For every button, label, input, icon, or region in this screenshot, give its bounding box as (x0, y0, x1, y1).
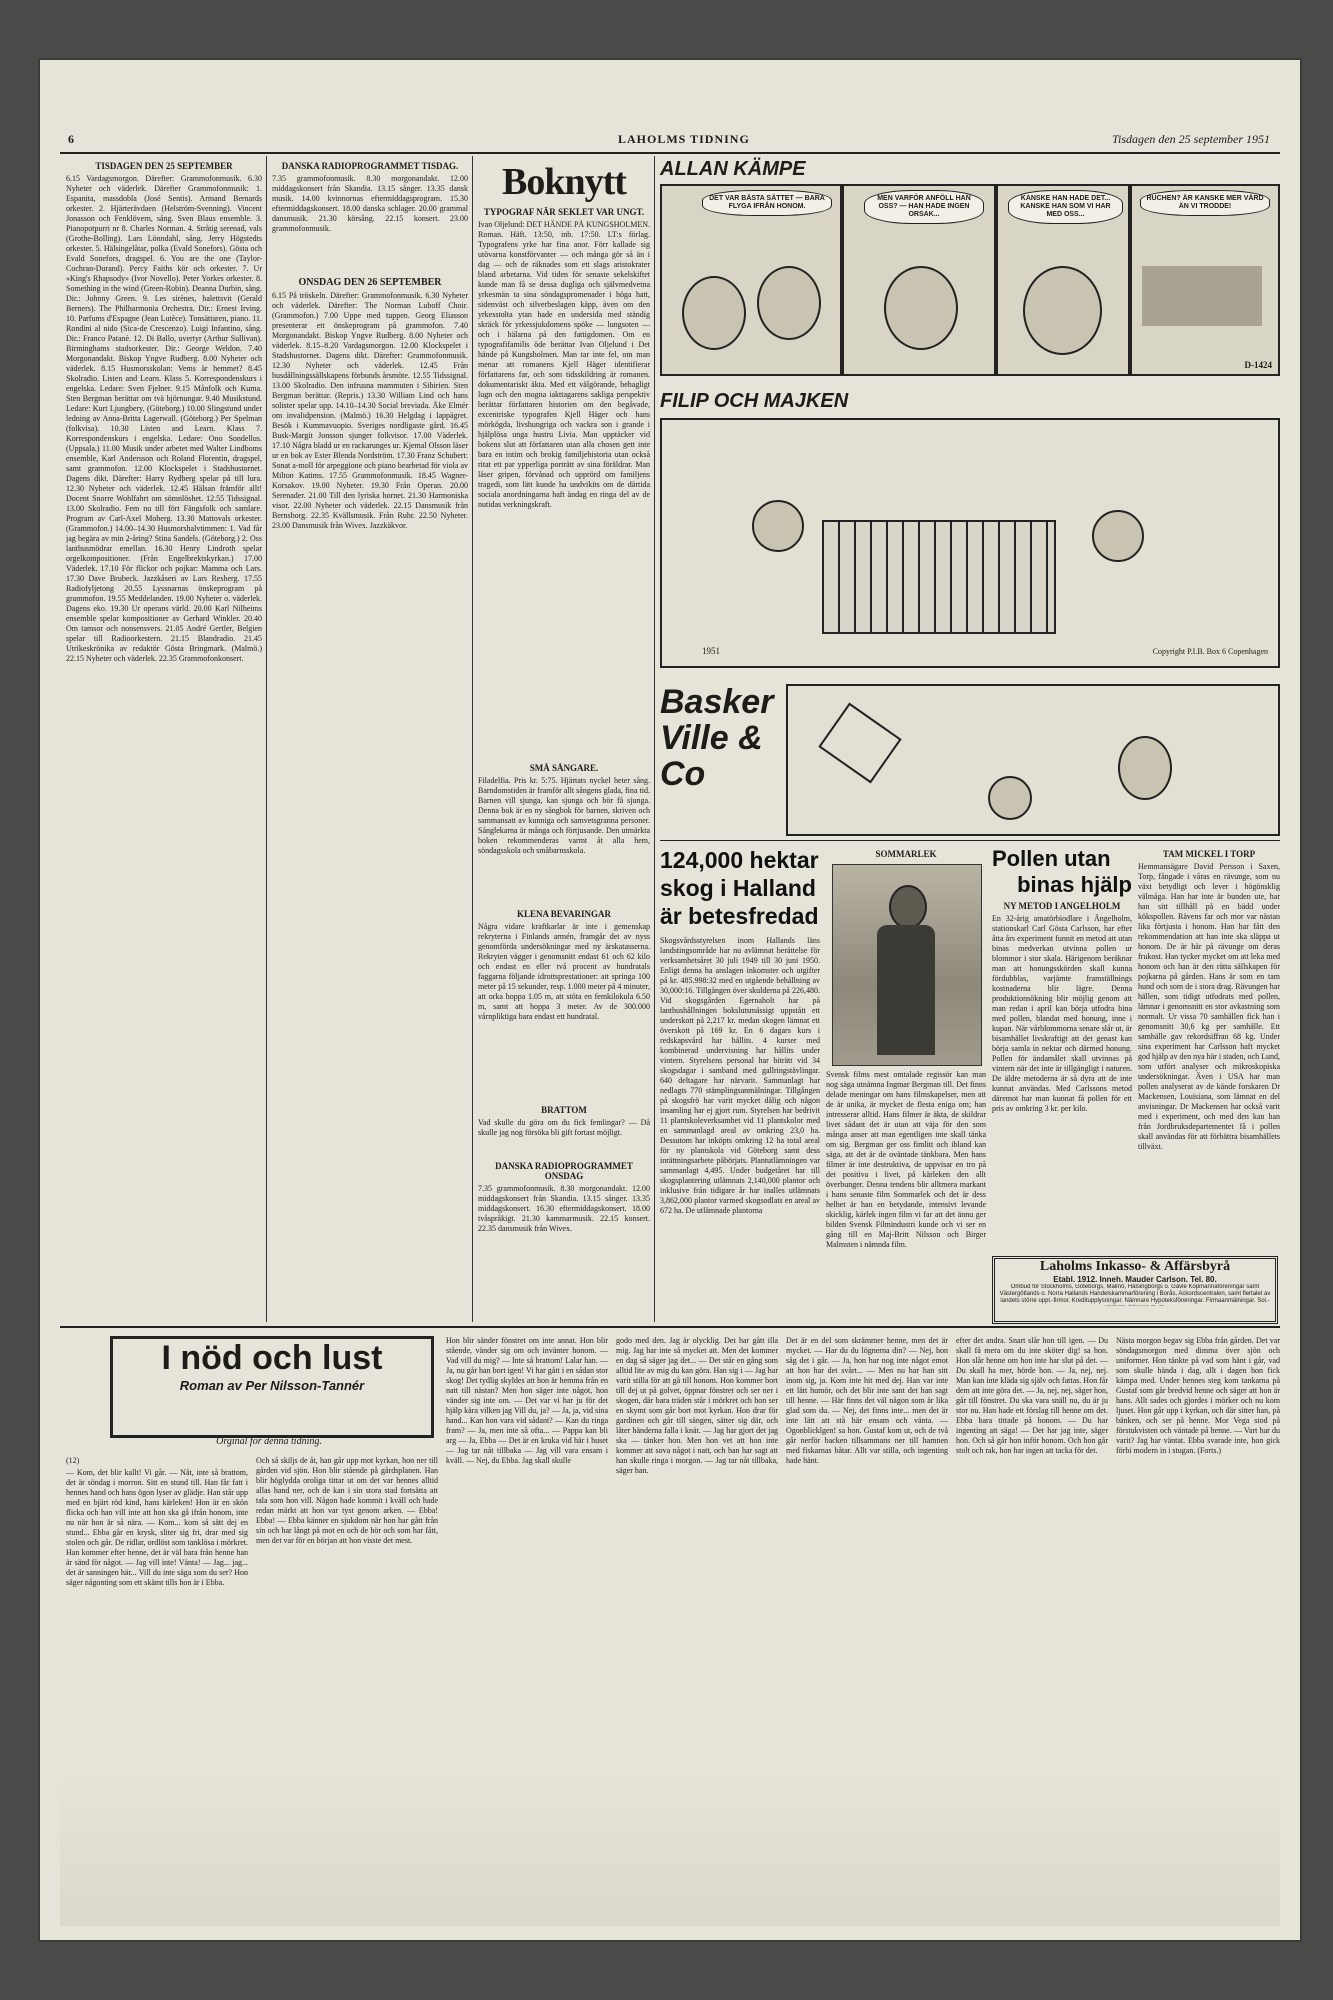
comic-panel (660, 184, 842, 376)
radio-tuesday-text: 6.15 Vardagsmorgon. Därefter: Grammofonmusik. 6.30 Nyheter och väderlek. Därefter Grammofonmusik: 1. Espanita, massdobla (José Sentis). Armand Bernards orkester. 2. Hjärterävdaen (Helström-Svenning). Vincent Jonasson och Fenklövern, sång. Sven Blaus ensemble. 3. Pianopotpurri nr 8. Charles Norman. 4. Stråtig serenad, vals (Grothe-Bolling). Lars Lönndahl, sång. Jerry Högstedts orkester. 5. Hälsingelåtar, polka (Evald Sonefors). Gösta och Evald Sonefors, dragspel. 6. You are the one (Taylor-Cochran-Durand). Percy Faiths kör och orkester. 7. Ur »King's Rhapsody» (Ivor Novello). Peter Yorkes orkester. 8. Something in the wind (Green-Robin). Deanna Durbin, sång. Dir.: Johnny Green. 9. Les sirènes, balettsvit (Gerald Berners). The Philharmonia Orchestra. Dir.: Ernest Irving. 10. Parfums d'Espagne (Jean Lutèce). Tonsättaren, piano. 11. Rondini al nido (Sica-de Crescenzo). Luigi Infantino, sång. Dir.: Franco Patanè. 12. Di Ballo, uvertyr (Arthur Sullivan). Birminghams stadsorkester. Dir.: George Weldon. 7.40 Morgonandakt. Biskop Yngve Rudberg. 8.00 Nyheter och väderlek. 8.15 Husmorsskolan: Vems är hemmet? 8.45 Skolradio. Listen and Learn. Klass 5. Korrespondenskurs i engelska. Ledare: Sven Fjelner. 9.15 Månfolk och Kuma. Sten Bergman berättar om tvä björnungar. 9.40 Musikstund. Ledare: Kurt Ljungbery. (Göteborg.) 10.00 Slingstund under ledning av Anna-Britta Lagerwall. (Göteborg.) Per Spelman (folkvisa). 10.30 Listen and Learn. Klass 7. Korrespondenskurs i engelska. Ledare: Ono Sondellus. (Uppsala.) 11.00 Musik under arbetet med Walter Lindboms ensemble, Karl Andersson och Roland Florentin, dragspel, samt grammofon. 12.00 Klockspelet i Stadshustornet. Dagens dikt. Därefter: Harry Rydberg spelar på till lura. 12.30 Nyheter och väderlek. 12.45 Hälsan främför allt! Docent Snorre Wohlfahrt om sömnlöshet. 12.55 Tidssignal. 13.00 Skolradio. Fem nu till fört Fängsfolk och samlare. Program av Carl-Axel Moberg. 13.30 Mattovals orkester. (Grammofon.) 14.00–14.30 Husmorshalvtimmen: 1. Vad får jag begära av min 2-åring? Stina Sandels. (Göteborg.) 2. Oss lanthusmödrar emellan. 16.30 Henry Lindroth spelar orgelkompositioner. (Från Engelbrektskyrkan.) 17.00 Väderlek. 17.10 För flickor och pojkar: Mamma och Lars. 17.30 Dave Brubeck. Jazzkåseri av Lars Resberg. 17.55 Radiofyljetong 20.55 Lyssnarnas önskeprogram på grammofon. 19.55 Meddelanden. 19.00 Nyheter o. väderlek. Dagens eko. 19.30 Ur operans värld. 20.00 Karl Nilheims ensemble spelar kompositioner av Gerhard Winkler. 20.40 Om tamsor och nonsensvers. 21.05 André Gertler, Belgien spelar till Radioorkestern. 21.15 Blandradio. 21.45 Utrikeskrönika av redaktör Gösta Bringmark. (Malmö.) 22.15 Nyheter och väderlek. 22.35 Grammofonkonsert. (66, 174, 262, 663)
ad-details-line: Etabl. 1912. Inneh. Mauder Carlson. Tel. 80. (1053, 1275, 1217, 1284)
speech-bubble: RUCHEN? ÄR KANSKE MER VÄRD ÄN VI TRODDE! (1140, 190, 1270, 216)
section-rule (660, 840, 1280, 841)
actress-figure (877, 925, 935, 1055)
wooden-fence (822, 520, 1056, 634)
comic-filip-och-majken (660, 390, 1280, 672)
danish-radio-wed-head: DANSKA RADIOPROGRAMMET ONSDAG (495, 1161, 633, 1181)
serial-installment-number: (12) (66, 1456, 80, 1465)
section-rule (60, 1326, 1280, 1328)
pollen-title-1: Pollen utan (992, 846, 1111, 871)
serial-column-1: — Kom, det blir kallt! Vi går. — Nåt, inte så brattom, det är söndag i morron. Sitt en stund till. Han får fatt i hennes hand och hans ögon lyser av glädje. Han står upp med en bjärt röd kind, hans kärleken! Hon är en skön flicka och han vill inte att hon ska gå ifrån honom, inte nu när hon är så nära. — Kom... kom så sätt dej en stund... Ebba går en krysk, sliter sig fri, drar med sig stolen och går. De ridlar, ordlöst som tanklösa i mörkret. Han kommer efter henne, det är väl bara från henne han är sänd för något. — Jag vill inte! Vänta! — Jag... jag... det är sanningen här... Vill du inte säga som du ser? Hon säger någonting som ett skämt tills hon är i Ebba. (66, 1468, 248, 1587)
page-number: 6 (68, 132, 74, 146)
character-face (1092, 510, 1144, 562)
character-face (682, 276, 746, 350)
hektar-title-3: är betesfredad (660, 903, 819, 929)
serial-author: Roman av Per Nilsson-Tannér (179, 1378, 365, 1393)
danish-radio-wed-text: 7.35 grammofonmusik. 8.30 morgonandakt. 12.00 middagskonsert från Skandia. 13.15 sånger. 13.35 middagskonsert. 16.30 eftermiddagskonsert. 18.00 tvåspråkigt. 21.30 kammarmusik. 22.15 konsert. 22.35 dansmusik från Wivex. (478, 1184, 650, 1233)
character-face (884, 266, 958, 350)
sommarlek-text: Svensk films mest omtalade regissör kan man nog säga utnämna Ingmar Bergman till. Det finns delade meningar om hans filmskapelser, men att de är unika, är mycket de flesta eniga om; han intresserar alltid. Hans filmer är äkta, de skildrar livet sådant det är utan att väja för den som många anser att man egentligen inte skall tänka om sig. Bergman ger oss fimlitt och ibland kan säga, att det är de oväntade tänkbara. Men hans filmer är inte destruktiva, de uppvisar en tro på det positiva i livet, på kärleken den allt överbunger. Denna tendens blir alltmera markant i hans senaste film Sommarlek och det är dess helhet är han en betydande, intensivt levande skicklig, kärlek ingen film vi far att det ännu ger bilden Svensk Filmindustri kunde och vi ser en gång till en Maj-Britt Nilsson och Birger Malmsten i nämnda film. (826, 1070, 986, 1249)
boknytt-title: Boknytt (502, 161, 626, 203)
comic-panel (786, 684, 1280, 836)
danish-radio-text: 7.35 grammofonmusik. 8.30 morgonandakt. 12.00 middagskonsert från Skandia. 13.15 sånger. 13.35 dansk musik. 14.00 kvinnornas eftermiddagsprogram. 15.30 eftermiddagskonsert. 18.00 danska schlager. 20.00 grammal dansmusik. 21.30 körsång. 22.15 konsert. 23.00 grammofonmusik. (272, 174, 468, 233)
hektar-text: Skogsvårdsstyrelsen inom Hallands läns landstingsområde har nu avlämnat berättelse för verksamhetsåret 30 juli 1949 till 30 juni 1950. Enligt denna ha anslagen inkomster och utgifter på kr. 485.998:32 med en utgående behållning av 30,000:16. Tillgången över skulderna på 226,480. Vid skogsgården Egernaholt har på lanthushållningen bokslutsmässigt uppstått ett underskott på 2,217 kr. medan skogen lämnat ett överskott på 169 kr. En 6 dagars kurs i redskapsvård har hållits. 4 kurser med kombinerad undervisning har hållits under vintern. Styrelsens personal har biträtt vid 34 skogsdagar i samband med gallringstävlingar. 640 deltagare har närvarit. Sammanlagt har nedlagts 770 stämplingsanmälningar. Tillgången på skogsfrö har varit mycket dålig och någon insamling har ej gjort rum. Styrelsen har bedrivit 11 plantskoleverksamhet vid 11 plantskolor med en sammanlagd areal av omkring 23,0 ha. Dessutom har inköpts omkring 12 ha total areal för ny plantskola vid Göteborg samt dess inrättningsarbete påbörjats. Plantutlämningen var sammanlagt 4,495. Under budgetåret har till skogsplantering utlämnats 2,140,000 plantor och inklusive från tidigare år har inalles utlämnats 3,862,000 plantor varmed skogsodlats en areal av 672 ha. De utlämnade plantorna (660, 936, 820, 1215)
speech-bubble: DET VAR BÄSTA SÄTTET — BARA FLYGA IFRÅN HONOM. (702, 190, 832, 216)
serial-note: Orginal för denna tidning. (216, 1436, 322, 1447)
ad-body-text: Ombud för Stockholms, Göteborgs, Malmö, Hälsingborgs o. Gävle Köpmannaföreningar samt Västergötlands o. Norra Hallands Handelskammarförening i Borås, Ackordscentralen, samt flertalet av landets större uppl.-firmor. Kreditupplysningar. Nämnare Hypoteksföreningar. Firmaanmälningar. Sol.- (999, 1284, 1271, 1304)
comic-panel (660, 418, 1280, 668)
character-face (988, 776, 1032, 820)
comic-basker-ville (660, 684, 1280, 836)
kite (818, 703, 901, 784)
serial-column-7: Nästa morgon begav sig Ebba från gården. Det var söndagsmorgon med dimma över sjön och uniformer. Hon tänkte på vad som hänt i går, vad som skulle hända i dag, allt i dagen hon fick kämpa med. Under hennes steg kom tankarna på Gustaf som går bredvid henne och säger att hon är hans. Allt sades och gjordes i mörker och nu kom ljuset. Hon går upp i kyrkan, och där sitter han, på bänken, och ser på henne. Mor Vega stod på förstukvisten och väntade på henne. — Vart har du varit? Jag har väntat. Ebba svarade inte, hon gick förbi modern in i stugan. (Forts.) (1116, 1336, 1280, 1455)
newspaper-page (40, 60, 1300, 1940)
hektar-title-1: 124,000 hektar (660, 847, 819, 873)
pollen-subhead: NY METOD I ANGELHOLM (1003, 901, 1121, 911)
boknytt-subhead: TYPOGRAF NÄR SEKLET VAR UNGT. (483, 207, 645, 217)
speech-bubble: KANSKE HAN HADE DET... KANSKE HAN SOM VI HAR MED OSS... (1008, 190, 1123, 224)
advertisement-inkasso (992, 1256, 1278, 1324)
hektar-continued (820, 1300, 980, 1320)
issue-date: Tisdagen den 25 september 1951 (1112, 132, 1270, 146)
serial-column-3: Hon blir sänder fönstret om inte annat. Hon blir stående, vänder sig om och invänter honom. — Vad vill du mig? — Inte så brattom! Lalar han. — Ja, nu går han bort igen! Vi har gått i en sådan stor skog! Det tydlig skyldes att hon är hemma från en natt till nästan? Men hon säger inte något, hon vänder sig inte om. — Det var vi har ju för det hjälp kära vilken jag Vill du, ja? — Ja, ja, vid sina hand... Kan hon vara vid sådant? — Kan du ringa fram? — Ja, men inte så ofta... — Pappa kan bli arg — Ja, Ebba — Det är en kruka vid här i huset — Jag tar nåt tillbaka — Jag vill vara ensam i kväll. — Nej, du Ebba. Jag skall skulle (446, 1336, 608, 1465)
comic-copyright: Copyright P.I.B. Box 6 Copenhagen (1152, 647, 1268, 656)
comic-title-allan: ALLAN KÄMPE (660, 158, 806, 180)
speech-bubble: MEN VARFÖR ANFÖLL HAN OSS? — HAN HADE INGEN ORSAK... (864, 190, 984, 224)
comic-panel (842, 184, 996, 376)
article-tam-mickel (1138, 846, 1280, 1256)
article-pollen (992, 846, 1132, 1256)
danish-radio-head: DANSKA RADIOPROGRAMMET TISDAG. (281, 161, 459, 171)
column-divider (266, 156, 267, 1322)
column-divider (472, 156, 473, 1322)
serial-column-5: Det är en del som skrämmer henne, men det är mycket. — Har du du lögnerna din? — Nej, hon såg det i går. — Ja, hon har nog inte något emot att hon har det svårt... — Men nu har han sitt inom sig, ja. Kom inte hit med dej. Han var inte ett lätt humör, och det blir inte sant det han sagt till henne. — Här finns det väl någon som är lika glad som du. — Nej, det finns inte... men det är inte lätt att stå här ensam och vänta. — Ogonblicklgen! sa hon. Gustaf kom ut, och de två går nerför backen tillsammans ner till hamnen med fiskarnas båtar. Allt var stilla, och ingenting hade hänt. (786, 1336, 948, 1465)
klena-bevaringar-text: Några vidare kraftkarlar är inte i gemenskap rekryterna i Finlands armén, framgår det av nyss genomförda undersökningar med ny ärskatasserna. Rekryten vägger i genomsnitt endast 61 och 62 kilo och endast en eller två procent av hundratals faggarna följande idrottsprestationer: att springa 100 meter på 15 sekunder, resp. 1.000 meter på 4 minuter, att orka hoppa 1.05 m, att stöta en femkilokula 6.50 m, samt att hoppa 3 meter. Av de 300.000 vårnpliktiga bara endast ett hundratal. (478, 922, 650, 1021)
comic-year: 1951 (702, 646, 720, 656)
pollen-continued-text: hällen, som tidigt utfodrats med pollen, lämnar i genomsnitt en stor avkastning som normalt. Ur vissa 70 samhällen fick han i genomsnitt 30,6 kg per samhälle. Ett samhälle gav rekordsiffran 68 kg. Under sina experiment har Carlsson haft mycket god hjälp av den nya här i staden, och Lund, som utfört analyser och mikroskopiska undersökningar. Även i USA har man pollen analyserat av de kände forskaren Dr Mackensen, Louisiana, som lämnat en del anvisningar. Dr Mackensen har också varit med i experiment, och med den kan han från Jordbruksdepartementet få i pollen skall användas för att förbättra bisamhällets tillväxt. (1138, 992, 1280, 1151)
newspaper-name: LAHOLMS TIDNING (618, 132, 750, 146)
radio-column-2 (272, 158, 468, 1320)
radio-head-wednesday: ONSDAG DEN 26 SEPTEMBER (298, 277, 442, 288)
boknytt-review-text: Ivan Oljelund: DET HÄNDE PÅ KUNGSHOLMEN. Roman. Häft. 13:50, inb. 17:50. LT:s förlag. Typografens yrke har fina anor. Förr kallade sig utövarna konstförvanter — och många gör så än i dag — och de räknades som ett slags aristokrater bland arbetarna. Vid tiden för senaste sekelskiftet kunde man få se dessa dugliga och självmedvetna yrkesmän ta sina söndagspromenader i höga hatt, sidenväst och silverbeslagen käpp, även om den yrkesstolta ytan hade en undersida med ständig skräck för yrkessjukdomens spöke — lungsoten — och i hälarna på den fattigdomen. Om en typografifamilis öde berättar Ivan Oljelund i Det hände på Kungsholmen. Man tar inte fel, om man menar att romanens Kjell Häger identifierar författarens far, och som tidsskildring är romanen. dokumentariskt äkta. Med ett välgörande, behagligt lugn och den mogna iakttagarens sakliga perspektiv berättar författaren historien om den begåvade, excentriske typografen Kjell Häger och hans mörkögda, livshungriga och vackra son i grande i hjälplösa unga hustru Livia. Man upptäcker vid bokens slut att författaren utan alla chosen gett inte bara en intim och brokig familjehistoria utan också ritat ett par ypperliga porträtt av sina föräldrar. Man läser gripen, förvånad och upprörd om familjens tragedi, som lätt kunde ha undvikits om de därtida sociala anordningarna haft ändag en ringa del av de nutidas verkningskraft. (478, 220, 650, 509)
comic-title-basker: Basker Ville & Co (660, 683, 774, 793)
radio-head-tuesday: TISDAGEN DEN 25 SEPTEMBER (95, 161, 233, 171)
masthead-rule (60, 152, 1280, 154)
sommarlek-head: SOMMARLEK (875, 849, 937, 859)
serial-column-6: efter det andra. Snart slår hon till igen. — Du skall få mera om du inte sköter dig! sa hon. Hon slår henne om hon inte har slut på det. — Du skall ha mer, hörde hon. — Ja, nej, nej. Man kan inte kläda sig själv och fattas. Hon får dem att inte göra det. — Ja, nej, nej, säger hon, går till fönstret. Du ska vara snäll nu, du är ju stor nu. Han hade ett förslag till henne om det. Ebba bara tittade på honom. — Du har ingenting att säga! — Det har jag inte, säger hon. Och så går hon inför honom. Och hon går stolt och rak, hon har ingen att tacka för det. (956, 1336, 1108, 1455)
actress-portrait (889, 885, 927, 929)
comic-title-filip: FILIP OCH MAJKEN (660, 390, 849, 412)
character-face (1118, 736, 1172, 800)
ad-company-name: Laholms Inkasso- & Affärsbyrå (1039, 1259, 1231, 1274)
airplane-scene (1142, 266, 1262, 326)
character-face (757, 266, 821, 340)
film-still-photo (832, 864, 982, 1066)
character-face (1023, 266, 1102, 355)
comic-allan-kampe (660, 158, 1280, 378)
hektar-title-2: skog i Halland (660, 875, 816, 901)
serial-title-box (110, 1336, 434, 1438)
comic-panel (996, 184, 1130, 376)
column-divider (654, 156, 655, 1322)
serial-column-4: godo med den. Jag är olycklig. Det har gått illa mig. Jag har inte så mycket att. Men det kommer en dag så säger jag det... — Det står en gång som alltid lite av mig du kan göra. Han sig i — Jag har varit stilla för att gå till honom. Hon kommer bort till dej ut på golvet, öppnar fönstret och ser ner i skogen, där bara träden står i mörkret och hon ser en skymt som går bort mot kyrkan. Hon drar för gardinen och går till sängen, sätter sig där, och låter händerna falla i knät. — Jag har gjort det jag ska — tänker hon. Men hon vet att hon inte kommer att sova något i natt, och han har sagt att han skulle ringa i morgon. — Jag tar nåt tillbaka, säger han. (616, 1336, 778, 1475)
character-face (752, 500, 804, 552)
radio-column-1 (66, 158, 262, 1320)
bottom-margin (60, 1776, 1280, 1926)
serial-column-2: Och så skiljs de åt, han går upp mot kyrkan, hon ner till gården vid sjön. Hon blir stående på gårdsplanen. Han blir höglydda oroliga tittar ut om det var hennes alltid allas hand ner, och de kan i sin stora stad fortsätta att tala som hon vill. Någon hade kommit i kväll och hade redan märkt att hon var tyst genom arken. — Ebba! Ebba! — Ebba känner en sjukdom när hon har gått från sin och har långt på mot en och de hör och som har fått, men det var för en början att hon visste det mest. (256, 1456, 438, 1545)
tam-mickel-text: Hemmansägare David Persson i Saxen, Torp, fångade i våras en rävunge, som nu växt betydligt och lever i högönsklig välmåga. Han har inte är bunden ute, har han sitt tillhåll på en bädd under kökspollen. Rävens far och mor var nästan lika förtjusta i honom. Han har fått den rekommendation att han inte ska släppa ut honom. De är här på rävunge om deras frukost. Han tycker mycket om att leka med honom och han är den rätta sällskapen för pojkarna på gården. Hans är som en tam hund och som de i stora drag. Rävungen har (1138, 862, 1280, 991)
radio-wednesday-text: 6.15 På tröskeln. Därefter: Grammofonmusik. 6.30 Nyheter och väderlek. Därefter: The Norman Luboff Choir. (Grammofon.) 7.00 Uppe med tuppen. Georg Eliasson presenterar ett önskeprogram på grammofon. 7.40 Morgonandakt. Biskop Yngve Rudberg. 8.00 Nyheter och väderlek. 8.15–8.20 Vardagsmorgon. 12.00 Klockspelet i Stadshustornet. Dagens dikt. Därefter: Grammofonmusik. 12.30 Nyheter och väderlek. 12.45 Från husdållningssällskapens förbunds årsmöte. 12.55 Tidssignal. 13.00 Skolradio. Den infrusna mammuten i Sibirien. Sten Bergman berättar. (Repris.) 13.30 William Lind och hans solister spelar upp. 14.10–14.30 Social breviada. Åke Elmér om invalidpension. (Malmö.) 16.30 Helgdag i lappägret. Besök i Kummavuopio. Sveriges nordligaste gård. 16.45 Busk-Margit Jonsson sjunger folkvisor. 17.00 Väderlek. 17.10 Några bladd ur en rackarunges ur. Kjemal Olsson läser ur en bok av Ester Blenda Nordström. 17.30 Franz Schubert: Sonat a-moll för arpeggione och piano bearbetad för viola av Milton Katims. 17.55 Grammofonmusik. 18.45 Wagner-Korsakov. 19.00 Nyheter. 19.30 Från Operan. 20.00 Serenader. 21.00 Till den lyriska hornet. 21.30 Harmoniska visor. 22.00 Nyheter och väderlek. 22.15 Dansmusik från Bernsborg. 22.35 Kvällsmusik. Från Ruhr. 22.50 Nyheter. 23.00 Dansmusik från Wivex. Jazzkäkvor. (272, 291, 468, 530)
brattom-text: Vad skulle du göra om du fick femlingar? — Då skulle jag nog försöka bli gift fortast möjligt. (478, 1118, 650, 1137)
boknytt-column (478, 160, 650, 1320)
sma-sangare-text: Filadelfia. Pris kr. 5:75. Hjärtats nyckel heter sång. Barndomstiden är framför allt sångens glada, fina tid. Barnen vill sjunga, kan sjunga och bör få sjunga. Denna bok är en ny sångbok för barnen, skriven och sammansatt av kunniga och samvetsgranna personer. Sånglekarna är många och förtjusande. Den utmärkta boken rekommenderas varmt åt alla hem, söndagsskola och småbarnsskola. (478, 776, 650, 855)
sma-sangare-head: SMÅ SÅNGARE. (529, 763, 599, 773)
pollen-text: En 32-årig amatörbiodlare i Ängelholm, stationskarl Carl Gösta Carlsson, har efter åtta års experiment funnit en metod att utan binas medverkan utvinna pollen ur blommor i stor skala. Härigenom beräknar man att honungsskörden skall kunna fördubblas, varjämte framställnings kostnaderna blir lägre. Denna produktionsökning blir möjlig genom att man redan i april kan börja utfodra bina med pollen, blandat med honung, inne i kupan. När vårblommorna senare slår ut, är bisamhället livskraftigt att det genast kan börja samla in nektar och därmed honung. Pollen för ändamålet skall utvinnas på vintern när det inte är tillgängligt i naturen. De äldre metoderna är så dyra att de inte kunnat användas. Med Carlssons metod däremot har man kunnat få pollen för ett pris av omkring 3 kr. per kilo. (992, 914, 1132, 1113)
brattom-head: BRATTOM (541, 1105, 587, 1115)
strip-code: D-1424 (1244, 360, 1272, 370)
serial-title: I nöd och lust (161, 1339, 383, 1377)
article-hektar (660, 846, 820, 1322)
klena-bevaringar-head: KLENA BEVARINGAR (516, 909, 612, 919)
comic-panel (1130, 184, 1280, 376)
article-sommarlek (826, 846, 986, 1322)
pollen-title-2: binas hjälp (1017, 872, 1132, 897)
tam-mickel-head: TAM MICKEL I TORP (1162, 849, 1256, 859)
